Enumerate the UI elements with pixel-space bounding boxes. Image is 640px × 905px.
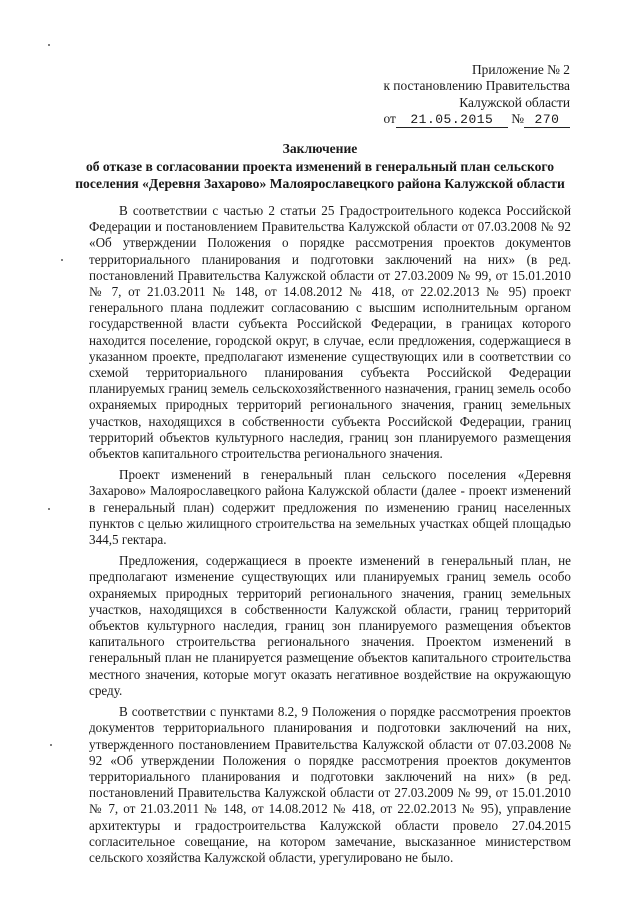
resolution-date: 21.05.2015 [396, 113, 508, 128]
heading-line-2: об отказе в согласовании проекта изменений в генеральный план сельского [85, 158, 555, 174]
paragraph: В соответствии с частью 2 статьи 25 Градостроительного кодекса Российской Федерации и постановлением Правительства Калужской области от 07.03.2008 № 92 «Об утверждении Положения о порядке рассмотрения проектов документов территориального планирования и подготовки заключений на них» (в ред. постановлений Правительства Калужской области от 27.03.2009 № 99, от 15.01.2010 № 7, от 21.03.2011 № 148, от 14.08.2012 № 418, от 22.02.2013 № 95) проект генерального плана подлежит согласованию с высшим исполнительным органом государственной власти субъекта Российской Федерации, в границах которого находится поселение, городской округ, в случае, если предложения, содержащиеся в указанном проекте, предполагают изменение существующих или в соответствии со схемой территориального планирования субъекта Российской Федерации планируемых границ земель сельскохозяйственного назначения, границ земель особо охраняемых природных территорий регионального значения, границ земельных участков, находящихся в собственности субъекта Российской Федерации, границ территорий объектов культурного наследия, границ зон планируемого размещения объектов капитального строительства регионального значения. [89, 203, 571, 462]
scan-speck [61, 259, 63, 261]
appendix-block [383, 62, 570, 128]
document-heading [40, 140, 600, 193]
heading-line-3: поселения «Деревня Захарово» Малоярославецкого района Калужской области [75, 176, 565, 191]
appendix-line-1: Приложение № 2 [471, 62, 570, 77]
paragraph: Проект изменений в генеральный план сельского поселения «Деревня Захарово» Малоярославецкого района Калужской области (далее - проект изменений в генеральный план) содержит предложения по изменению границ населенных пунктов с целью жилищного строительства на земельных участках общей площадью 344,5 гектара. [89, 467, 571, 548]
appendix-line-3: Калужской области [459, 94, 570, 110]
paragraph: В соответствии с пунктами 8.2, 9 Положения о порядке рассмотрения проектов документов территориального планирования и подготовки заключений на них, утвержденного постановлением Правительства Калужской области от 07.03.2008 № 92 «Об утверждении Положения о порядке рассмотрения проектов документов территориального планирования и подготовки заключений на них» (в ред. постановлений Правительства Калужской области от 27.03.2009 № 99, от 15.01.2010 № 7, от 21.03.2011 № 148, от 14.08.2012 № 418, от 22.02.2013 № 95), управление архитектуры и градостроительства Калужской области провело 27.04.2015 согласительное совещание, на котором замечание, высказанное министерством сельского хозяйства Калужской области, урегулировано не было. [89, 704, 571, 865]
scan-speck [48, 508, 50, 510]
number-label: № [511, 111, 524, 127]
document-body [89, 203, 571, 871]
resolution-number: 270 [524, 113, 570, 128]
appendix-line-2: к постановлению Правительства [383, 78, 570, 94]
heading-title: Заключение [282, 141, 358, 156]
scan-speck [48, 44, 50, 46]
scan-speck [50, 744, 52, 746]
appendix-date-line [383, 111, 570, 128]
date-from-label: от [383, 111, 396, 127]
paragraph: Предложения, содержащиеся в проекте изменений в генеральный план, не предполагают изменение существующих или планируемых границ земель особо охраняемых природных территорий регионального значения, границ земельных участков, находящихся в собственности Калужской области, границ территорий объектов культурного наследия, границ зон планируемого размещения объектов капитального строительства регионального значения. Проектом изменений в генеральный план не планируется размещение объектов капитального строительства местного значения, которые могут оказать негативное воздействие на окружающую среду. [89, 553, 571, 698]
